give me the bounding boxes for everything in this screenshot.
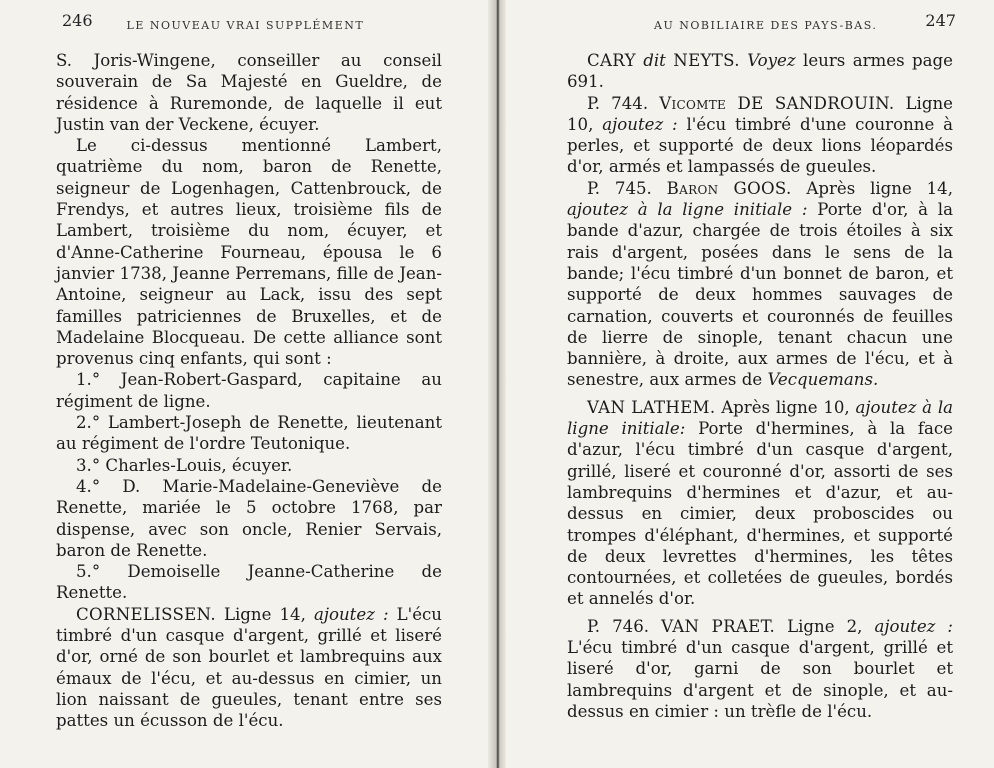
right-running-head-text: AU NOBILIAIRE DES PAYS-BAS. [654,19,878,32]
list-item: 2.° Lambert-Joseph de Renette, lieutenant au régiment de l'ordre Teutonique. [56,413,442,454]
entry-ligne: Ligne 14, [223,604,306,624]
entry-ajoutez: ajoutez : [602,114,678,134]
entry-text: L'écu timbré d'un casque d'argent, grillé et liseré d'or, orné de son bourlet et lambrequins aux émaux de l'écu, et au-dessus en cimier, un lion naissant de gueules, tenant entre ses pattes un écusson de l'écu. [56,604,442,731]
entry-tail: Vecquemans. [767,370,879,390]
right-running-head [654,11,956,33]
entry-dit: dit [643,51,666,70]
praet-entry [567,616,953,722]
entry-page: P. 745. [587,178,652,198]
entry-name: CORNELISSEN. [76,604,216,624]
entry-ligne: Après ligne 10, [721,397,850,417]
entry-name-2: NEYTS. [673,51,740,70]
cary-entry [567,50,953,93]
cornelissen-entry [56,604,442,732]
entry-page: P. 744. [587,93,649,113]
lathem-entry [567,397,953,610]
paragraph: Le ci-dessus mentionné Lambert, quatrième du nom, baron de Renette, seigneur de Logenhagen, Cattenbrouck, de Frendys, et autres lieux, troisième fils de Lambert, troisième du nom, écuyer, et d'Anne-Catherine Fourneau, épousa le 6 janvier 1738, Jeanne Perremans, fille de Jean-Antoine, seigneur au Lack, issu des sept familles patriciennes de Bruxelles, et de Madelaine Blocqueau. De cette alliance sont provenus cinq enfants, qui sont : [56,136,442,369]
entry-name: Vicomte DE SANDROUIN. [659,93,895,113]
right-page [506,0,994,768]
entry-ajoutez: ajoutez : [313,604,389,624]
paragraph: S. Joris-Wingene, conseiller au conseil souverain de Sa Majesté en Gueldre, de résidence à Ruremonde, de laquelle il eut Justin van der Veckene, écuyer. [56,51,442,134]
entry-name: VAN PRAET. [661,616,776,636]
entry-text: L'écu timbré d'un casque d'argent, grillé et liseré d'or, garni de son bourlet et lambrequins d'argent et de sinople, et au-dessus en cimier : un trèfle de l'écu. [567,638,953,721]
entry-voyez: Voyez [747,51,796,70]
list-item: 1.° Jean-Robert-Gaspard, capitaine au régiment de ligne. [56,370,442,411]
book-gutter [488,0,506,768]
left-text-body [56,50,442,732]
left-running-head-text: LE NOUVEAU VRAI SUPPLÉMENT [126,19,365,32]
left-folio: 246 [62,11,93,30]
left-page [0,0,488,768]
entry-text: Porte d'or, à la bande d'azur, chargée de trois étoiles à six rais d'argent, posées dans le sens de la bande; l'écu timbré d'un bonnet de baron, et supporté de deux hommes sauvages de carnation, couverts et couronnés de feuilles de lierre de sinople, tenant chacun une bannière, à droite, aux armes de l'écu, et à senestre, aux armes de [567,200,954,390]
entry-ajoutez: ajoutez : [874,616,953,636]
entry-name: VAN LATHEM. [587,397,716,417]
entry-name: CARY [587,51,636,70]
entry-text: l'écu timbré d'une couronne à perles, et supporté de deux lions léopardés d'or, armés et lampassés de gueules. [567,114,954,177]
entry-text: Porte d'hermines, à la face d'azur, l'écu timbré d'un casque d'argent, grillé, liseré et couronné d'or, assorti de ses lambrequins d'hermines et d'azur, et au-dessus en cimier, deux proboscides ou trompes d'éléphant, d'hermines, et supporté de deux levrettes d'hermines, les têtes contournées, et colletées de gueules, bordés et annelés d'or. [567,419,953,609]
entry-ligne: Ligne 2, [787,616,863,636]
entry-ajoutez: ajoutez à la ligne initiale: [567,397,954,439]
right-text-body [567,50,953,722]
sandrouin-entry [567,93,953,178]
left-running-head [62,11,365,33]
right-folio: 247 [925,11,956,30]
goos-entry [567,178,953,391]
entry-ajoutez: ajoutez à la ligne initiale : [567,200,808,220]
entry-ligne: Ligne 10, [567,93,953,134]
list-item: 5.° Demoiselle Jeanne-Catherine de Renette. [56,562,442,603]
entry-text: leurs armes page 691. [567,51,953,92]
entry-page: P. 746. [587,616,650,636]
list-item: 3.° Charles-Louis, écuyer. [76,455,293,475]
list-item: 4.° D. Marie-Madelaine-Geneviève de Renette, mariée le 5 octobre 1768, par dispense, avec son oncle, Renier Servais, baron de Renette. [56,476,442,560]
entry-ligne: Après ligne 14, [806,178,954,198]
entry-name: Baron GOOS. [666,178,792,198]
